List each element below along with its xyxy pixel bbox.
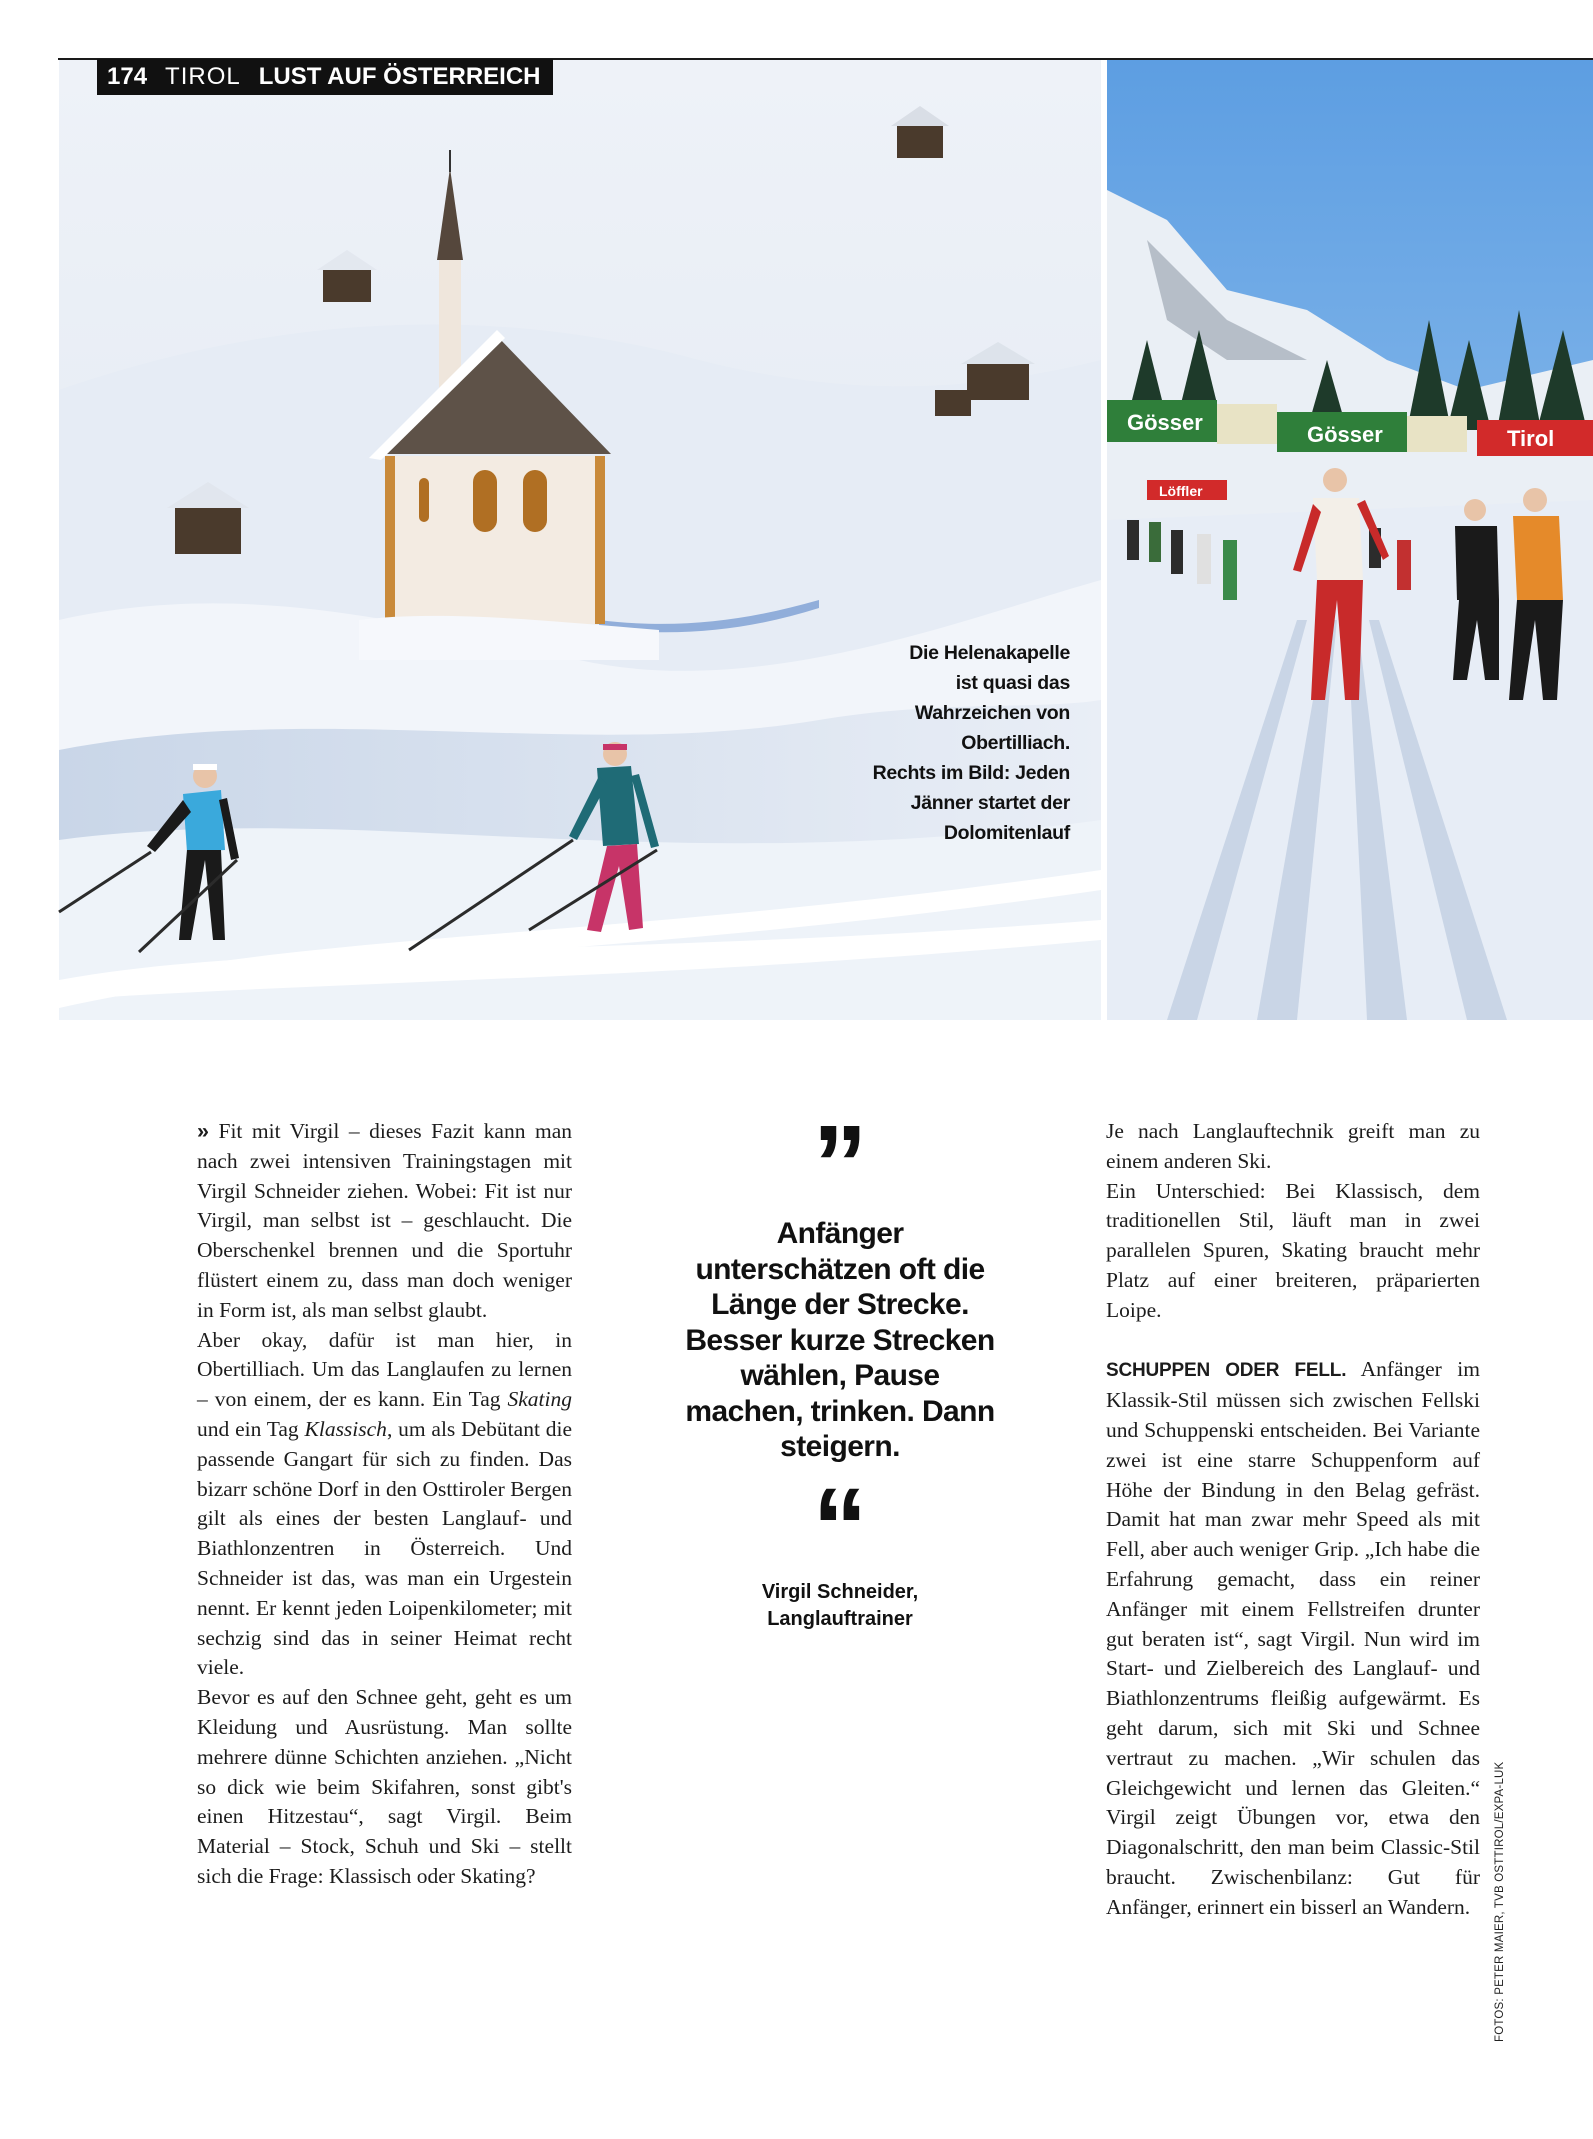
paragraph-text: Aber okay, dafür ist man hier, in Obertilliach. Um das Langlaufen zu lernen – von einem, der es kann. Ein Tag [197,1327,572,1412]
article-column-left [197,1117,572,1892]
article-column-right [1106,1117,1480,1923]
banner-loeffler: Löffler [1159,483,1203,499]
quote-attribution [680,1579,1000,1633]
caption-line: Die Helenakapelle [909,642,1070,664]
photo-chapel-skiers [59,60,1101,1020]
paragraph [197,1326,572,1684]
paragraph [197,1117,572,1326]
paragraph: Je nach Langlauftechnik greift man zu einem anderen Ski. [1106,1119,1480,1173]
banner-tirol: Tirol [1507,426,1555,451]
paragraph: Ein Unterschied: Bei Klassisch, dem traditionellen Stil, läuft man in zwei parallelen Spuren, Skating braucht mehr Platz auf einer breiteren, präparierten Loipe. [1106,1178,1480,1322]
paragraph-text: Fit mit Virgil – dieses Fazit kann man nach zwei intensiven Trainingstagen mit Virgil Schneider ziehen. Wobei: Fit ist nur Virgil, man selbst ist – geschlaucht. Die Oberschenkel brennen und die Sportuhr flüstert einem zu, dass man doch weniger in Form ist, als man selbst glaubt. [197,1119,572,1322]
quote-text: Anfänger unterschätzen oft die Länge der Strecke. Besser kurze Strecken wählen, Pause machen, trinken. Dann steigern. [685,1217,995,1463]
photo-caption [830,638,1070,848]
chapel-illustration [59,60,1101,1020]
section-label: TIROL [165,63,241,90]
caption-line: Jänner startet der [910,792,1070,814]
emphasis-klassisch: Klassisch [304,1416,387,1441]
caption-line: Obertilliach. [961,732,1070,754]
subheading: SCHUPPEN ODER FELL. [1106,1360,1347,1382]
photo-credit: FOTOS: PETER MAIER, TVB OSTTIROL/EXPA-LUK [1494,1761,1506,2042]
lead-marker: » [197,1119,209,1143]
quote-open-icon: ” [812,1103,868,1226]
section-kicker: LUST AUF ÖSTERREICH [258,63,541,90]
race-illustration [1107,60,1593,1020]
caption-line: ist quasi das [955,672,1070,694]
quote-author: Virgil Schneider, [761,1580,919,1603]
pull-quote [680,1103,1000,1633]
paragraph-text: Anfänger im Klassik-Stil müssen sich zwischen Fellski und Schuppenski entscheiden. Bei Variante zwei ist eine starre Schuppenform auf Höhe der Bindung in den Belag gefräst. Damit hat man zwar mehr Speed als mit Fell, aber auch weniger Grip. „Ich habe die Erfahrung gemacht, dass ein reiner Anfänger mit einem Fellstreifen drunter gut beraten ist“, sagt Virgil. Nun wird im Start- und Zielbereich des Langlauf- und Biathlonzentrums fleißig aufgewärmt. Es geht darum, sich mit Ski und Schnee vertraut zu machen. „Wir schulen das Gleichgewicht und lernen das Gleiten.“ Virgil zeigt Übungen vor, etwa den Diagonalschritt, den man beim Classic-Stil braucht. Zwischenbilanz: Gut für Anfänger, erinnert ein bisserl an Wandern. [1106,1357,1480,1919]
caption-line: Dolomitenlauf [943,822,1070,844]
caption-line: Wahrzeichen von [914,702,1070,724]
emphasis-skating: Skating [507,1387,572,1412]
banner-gosser-2: Gösser [1307,422,1383,447]
page-header [97,59,553,95]
caption-line: Rechts im Bild: Jeden [872,762,1070,784]
quote-role: Langlauftrainer [767,1607,913,1630]
paragraph-gap [1106,1326,1480,1356]
paragraph [1106,1355,1480,1922]
banner-gosser-1: Gösser [1127,410,1203,435]
paragraph-text: , um als Debütant die passende Gangart für sich zu finden. Das bizarr schöne Dorf in den Osttiroler Bergen gilt als eines der besten Langlauf- und Biathlonzentren in Österreich. Und Schneider ist das, was man ein Urgestein nennt. Er kennt jeden Loipenkilometer; mit sechzig sind das in seiner Heimat recht viele. [197,1416,572,1680]
photo-race-start [1107,60,1593,1020]
quote-close-icon: “ [812,1465,868,1589]
page-number: 174 [107,63,148,90]
paragraph-text: und ein Tag [197,1416,305,1441]
paragraph: Bevor es auf den Schnee geht, geht es um Kleidung und Ausrüstung. Man sollte mehrere dünne Schichten anziehen. „Nicht so dick wie beim Skifahren, sonst gibt's einen Hitzestau“, sagt Virgil. Beim Material – Stock, Schuh und Ski – stellt sich die Frage: Klassisch oder Skating? [197,1685,572,1888]
